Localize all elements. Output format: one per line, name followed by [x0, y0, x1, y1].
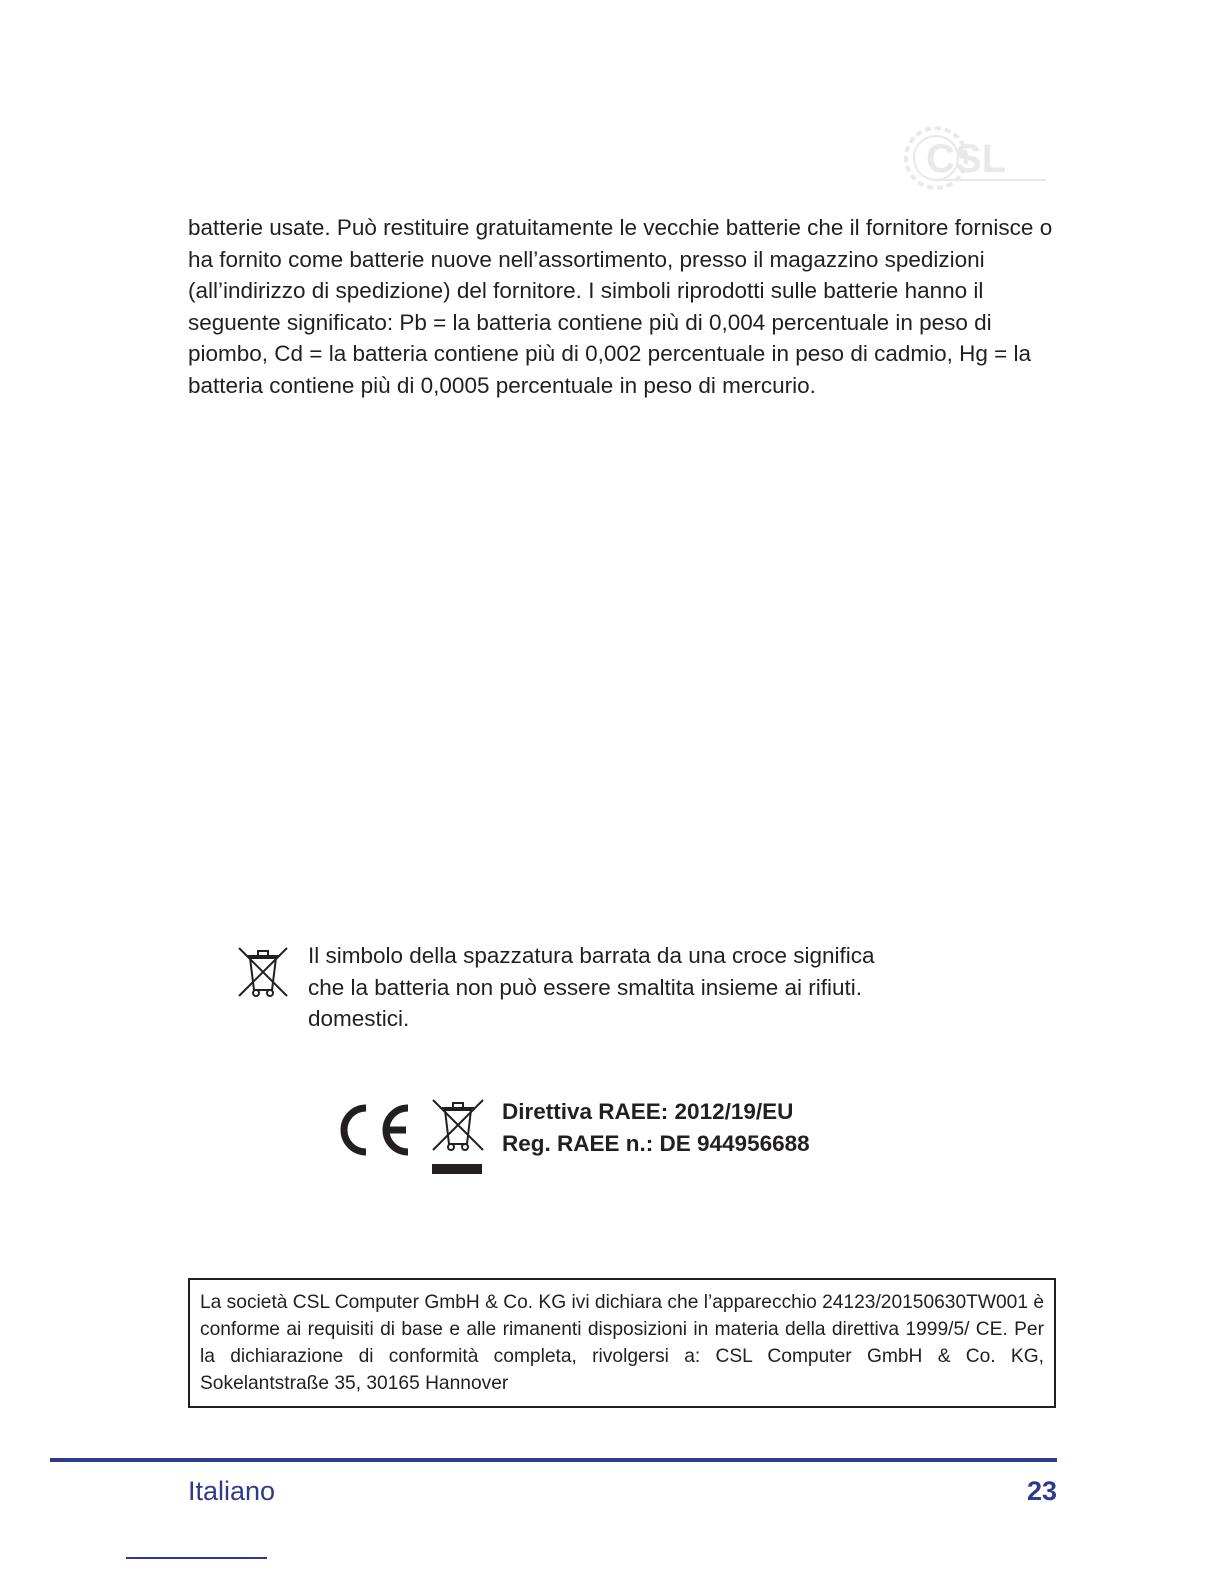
footer-underline	[126, 1557, 267, 1559]
raee-registration: Reg. RAEE n.: DE 944956688	[502, 1130, 810, 1156]
declaration-text: La società CSL Computer GmbH & Co. KG ivi dichiara che l’apparecchio 24123/20150630TW001 è conforme ai requisiti di base e alle rimanenti disposizioni in materia della direttiva 1999/5/ CE. Per la dichiarazione di conformità completa, rivolgersi a: CSL Computer GmbH & Co. KG, Sokelantstraße 35, 30165 Hannover	[200, 1292, 1044, 1394]
csl-logo	[900, 118, 1060, 198]
page-number: 23	[1026, 1476, 1057, 1506]
weee-bin-icon	[430, 1096, 486, 1176]
battery-disposal-paragraph: batterie usate. Può restituire gratuitamente le vecchie batterie che il fornitore fornisce o ha fornito come batterie nuove nell’assortimento, presso il magazzino spedizioni (all’indirizzo di spedizione) del fornitore. I simboli riprodotti sulle batterie hanno il seguente significato: Pb = la batteria contiene più di 0,004 percentuale in peso di piombo, Cd = la batteria contiene più di 0,002 percentuale in peso di cadmio, Hg = la batteria contiene più di 0,0005 percentuale in peso di mercurio.	[188, 215, 1053, 398]
raee-directive: Direttiva RAEE: 2012/19/EU	[502, 1099, 794, 1124]
trash-symbol-note	[236, 940, 936, 1050]
csl-logo-text: CSL	[926, 137, 1006, 181]
footer-divider	[50, 1458, 1057, 1462]
crossed-bin-icon	[236, 944, 290, 1000]
trash-note-line-3: domestici.	[308, 1006, 410, 1032]
declaration-of-conformity-box	[188, 1278, 1056, 1408]
compliance-block	[334, 1096, 854, 1180]
footer-language: Italiano	[188, 1476, 276, 1506]
trash-note-line-1: Il simbolo della spazzatura barrata da una croce significa	[308, 943, 875, 968]
ce-mark-icon	[334, 1102, 414, 1158]
trash-note-line-2: che la batteria non può essere smaltita insieme ai rifiuti.	[308, 974, 863, 1000]
